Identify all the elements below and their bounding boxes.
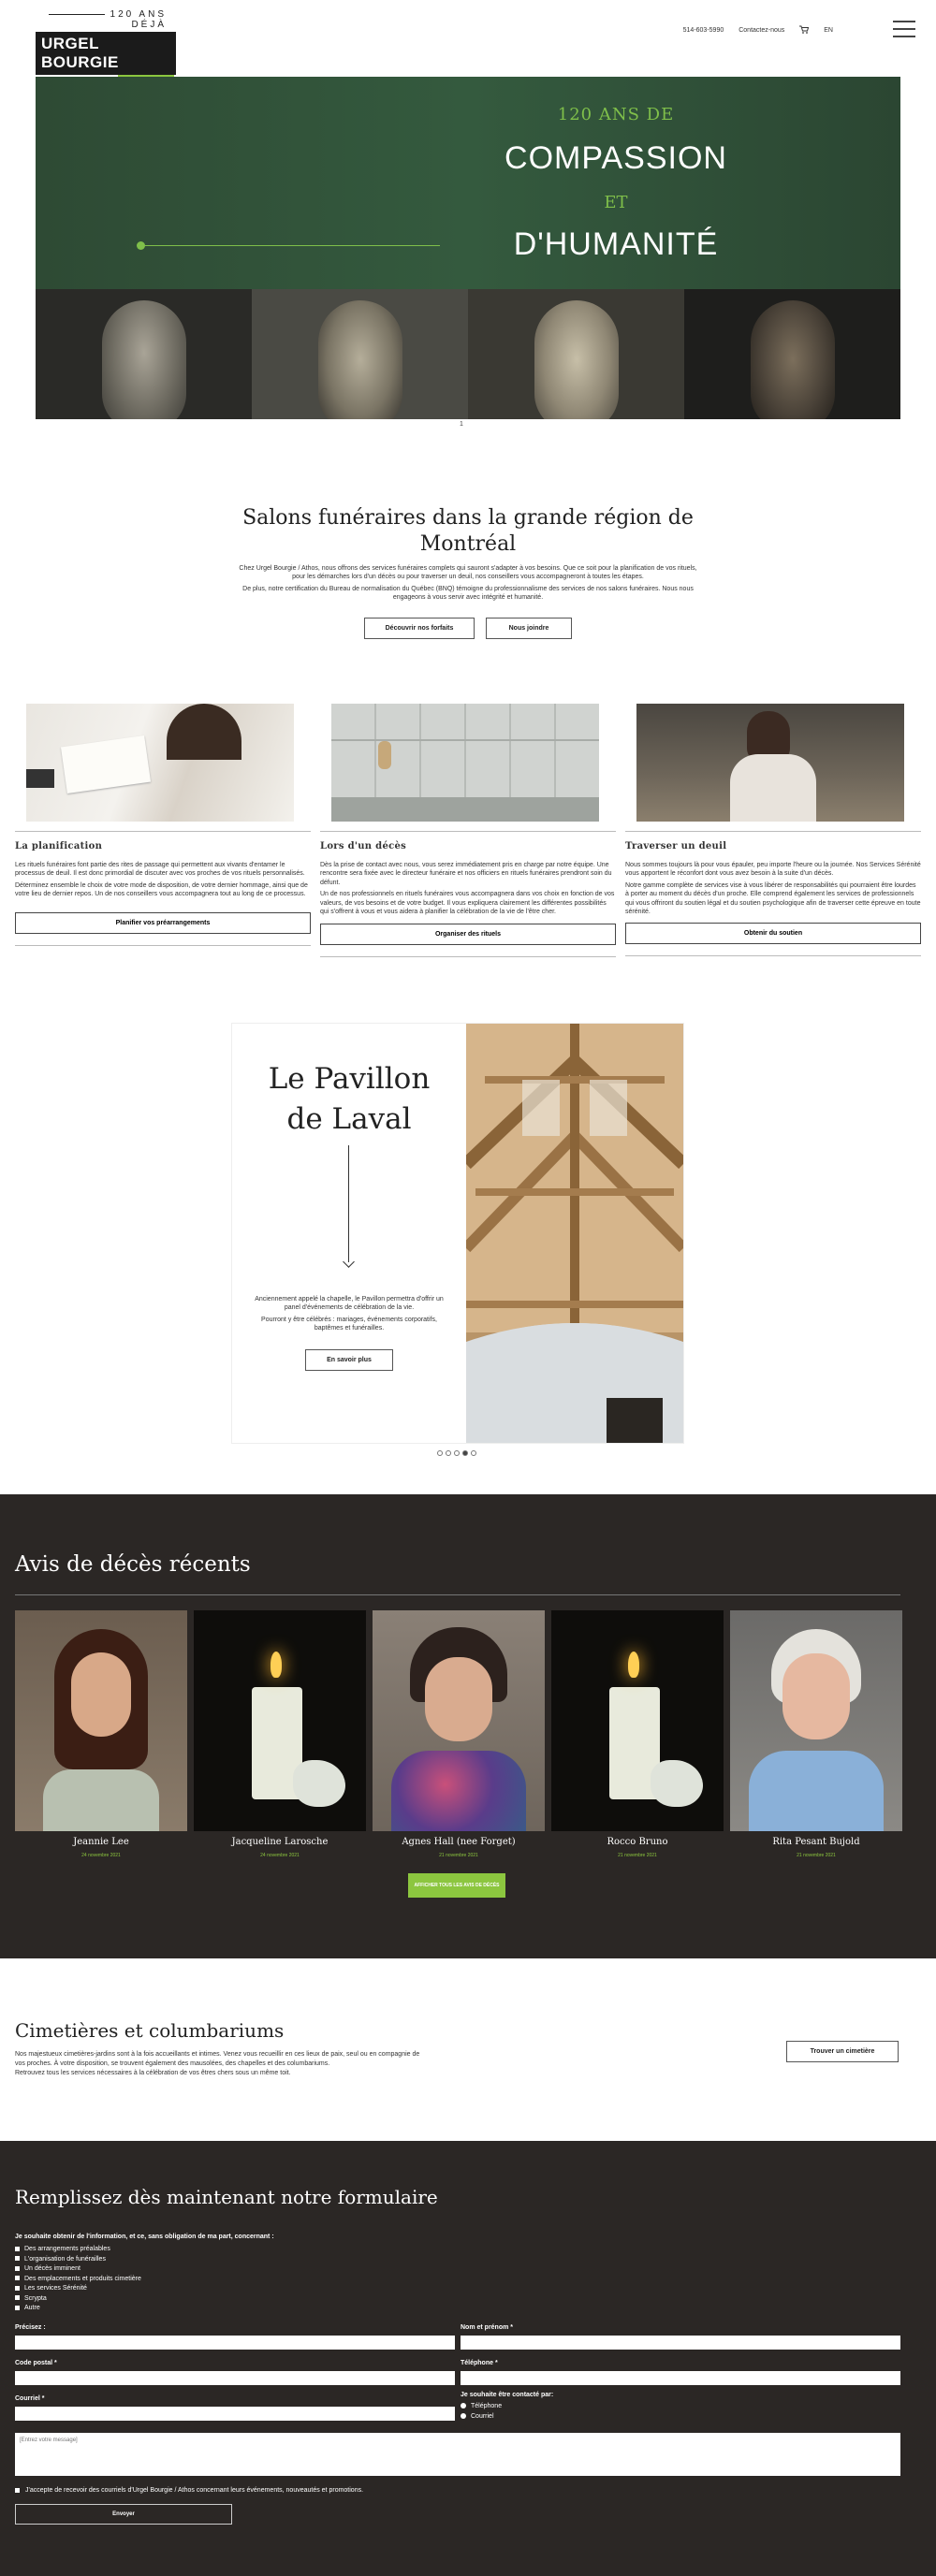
organize-rituals-button[interactable]: Organiser des rituels: [320, 924, 616, 945]
phone-input[interactable]: [461, 2371, 900, 2385]
contact-form-section: [0, 2141, 936, 2576]
carousel-dot-1[interactable]: [437, 1450, 443, 1456]
obituary-name: Rita Pesant Bujold: [772, 1837, 860, 1847]
obituaries-section: [0, 1494, 936, 1958]
pavillon-title-line-1: Le Pavillon: [268, 1062, 431, 1096]
service-death: [320, 704, 616, 957]
hero-line-4: D'HUMANITÉ: [513, 226, 719, 262]
salons-paragraph-1: Chez Urgel Bourgie / Athos, nous offrons des services funéraires complets qui sauront s'adapter à vos besoins. Que ce soit pour la planification de vos rituels, pour les démarches lors d'un décès ou pour traverser un deuil, nos conseillers vous accompagneront à toutes les étapes.: [239, 565, 697, 581]
radio-email[interactable]: Courriel: [461, 2413, 494, 2420]
death-paragraph-1: Dès la prise de contact avec nous, vous serez immédiatement pris en charge par notre équipe. Une rencontre sera fixée avec le directeur funéraire et nos officiers en rituels funéraires prendront soin du défunt.: [320, 862, 612, 886]
obituary-date: 21 novembre 2021: [618, 1853, 657, 1858]
form-intro: Je souhaite obtenir de l'information, et ce, sans obligation de ma part, concernant :: [15, 2234, 274, 2240]
planning-title: La planification: [15, 841, 103, 851]
form-title: Remplissez dès maintenant notre formulaire: [15, 2186, 438, 2208]
top-nav: [683, 25, 833, 36]
checkbox-scrypta[interactable]: Scrypta: [15, 2294, 141, 2305]
show-all-obituaries-button[interactable]: AFFICHER TOUS LES AVIS DE DÉCÈS: [408, 1873, 505, 1898]
carousel-dot-2[interactable]: [446, 1450, 451, 1456]
language-toggle[interactable]: EN: [824, 27, 833, 34]
email-label: Courriel *: [15, 2395, 45, 2402]
postal-code-label: Code postal *: [15, 2360, 57, 2366]
services-columns: [15, 704, 921, 957]
contact-us-button[interactable]: Nous joindre: [486, 618, 572, 639]
hero-slide-indicator[interactable]: 1: [460, 421, 463, 428]
obituary-photo: [15, 1610, 187, 1831]
obituary-date: 21 novembre 2021: [439, 1853, 478, 1858]
hero-background: [36, 77, 900, 289]
precisez-label: Précisez :: [15, 2324, 46, 2331]
death-paragraph-2: Un de nos professionnels en rituels funéraires vous accompagnera dans vos choix en fonction de vos valeurs, de vos besoins et de votre budget. Il vous expliquera clairement les différentes possibilités qui s'offrent à vous et vous aidera à planifier la célébration de la vie de l'être cher.: [320, 891, 615, 916]
salons-paragraph-2: De plus, notre certification du Bureau de normalisation du Québec (BNQ) témoigne du professionnalisme des services de nos salons funéraires. Nous nous engageons à vous servir avec intégrité et humanité.: [242, 585, 694, 602]
pavillon-feature: [232, 1024, 683, 1443]
message-textarea[interactable]: [15, 2433, 900, 2476]
pavillon-carousel-dots: [437, 1450, 476, 1456]
death-title: Lors d'un décès: [320, 841, 407, 851]
down-arrow-icon: [348, 1145, 349, 1262]
grief-title: Traverser un deuil: [625, 841, 727, 851]
obituary-card[interactable]: [730, 1610, 902, 1858]
pavillon-title: [232, 1059, 466, 1141]
obituaries-title: Avis de décès récents: [15, 1552, 251, 1577]
precisez-input[interactable]: [15, 2336, 455, 2350]
pavillon-title-line-2: de Laval: [286, 1102, 412, 1137]
cemeteries-paragraph: [15, 2050, 427, 2078]
salons-title: Salons funéraires dans la grande région de Montréal: [242, 506, 694, 556]
postal-code-input[interactable]: [15, 2371, 455, 2385]
cemeteries-paragraph-2: Retrouvez tous les services nécessaires à la célébration de vos êtres chers sous un même toit.: [15, 2070, 291, 2077]
grief-paragraph-2: Notre gamme complète de services vise à vous libérer de responsabilités qui pourraient être lourdes à porter au moment du décès d'un proche. Elle comprend également les services de professionnels qui vous offriront du soutien légal et du soutien psychologique afin de traverser cette épreuve en toute sérénité.: [625, 881, 921, 916]
consent-checkbox[interactable]: J'accepte de recevoir des courriels d'Urgel Bourgie / Athos concernant leurs événements, nouveautés et promotions.: [15, 2487, 363, 2494]
planning-paragraph-2: Déterminez ensemble le choix de votre mode de disposition, de votre dernier hommage, ainsi que de votre lieu de dernier repos. Un de nos conseillers vous accompagnera tout au long de ce processus.: [15, 881, 308, 898]
hero-banner: [36, 77, 900, 419]
find-cemetery-button[interactable]: Trouver un cimetière: [786, 2041, 899, 2062]
hero-line-3: ET: [604, 193, 628, 212]
cemeteries-title: Cimetières et columbariums: [15, 2019, 285, 2042]
name-label: Nom et prénom *: [461, 2324, 514, 2331]
planning-image: [26, 704, 294, 822]
death-image: [331, 704, 599, 822]
obituary-card[interactable]: [194, 1610, 366, 1858]
name-input[interactable]: [461, 2336, 900, 2350]
site-header: [0, 0, 936, 71]
carousel-dot-5[interactable]: [471, 1450, 476, 1456]
obituary-photo: [730, 1610, 902, 1831]
portrait-woman: [468, 289, 684, 419]
service-planning: [15, 704, 311, 957]
portrait-asian-woman: [252, 289, 468, 419]
logo[interactable]: [36, 9, 176, 87]
salons-section: [234, 505, 702, 639]
checkbox-funerals[interactable]: L'organisation de funérailles: [15, 2255, 141, 2265]
obituary-date: 24 novembre 2021: [81, 1853, 121, 1858]
obituary-card[interactable]: [15, 1610, 187, 1858]
portrait-elderly-man: [36, 289, 252, 419]
obituary-name: Agnes Hall (nee Forget): [402, 1837, 516, 1847]
obituary-date: 21 novembre 2021: [797, 1853, 836, 1858]
contact-link[interactable]: Contactez-nous: [739, 27, 785, 34]
checkbox-other[interactable]: Autre: [15, 2304, 141, 2314]
obituary-photo: [373, 1610, 545, 1831]
obituary-name: Rocco Bruno: [607, 1837, 668, 1847]
obituary-name: Jeannie Lee: [73, 1837, 129, 1847]
obituary-card[interactable]: [373, 1610, 545, 1858]
cemeteries-section: [0, 1958, 936, 2141]
phone-label: Téléphone *: [461, 2360, 498, 2366]
hero-slider-line: [140, 245, 440, 246]
get-support-button[interactable]: Obtenir du soutien: [625, 923, 921, 944]
interest-checkboxes: [15, 2245, 141, 2314]
cemeteries-paragraph-1: Nos majestueux cimetières-jardins sont à la fois accueillants et intimes. Venez vous recueillir en ces lieux de paix, seul ou en compagnie de vos proches. À votre disposition, se trouvent également des mausolées, des chapelles et des columbariums.: [15, 2051, 420, 2068]
pavillon-paragraph-1: Anciennement appelé la chapelle, le Pavillon permettra d'offrir un panel d'événements de célébration de la vie.: [255, 1296, 444, 1312]
logo-tagline: 120 ANS DÉJÀ: [36, 9, 176, 30]
obituary-name: Jacqueline Larosche: [231, 1837, 329, 1847]
phone-link[interactable]: 514-603-5990: [682, 27, 724, 34]
hero-slider-dot[interactable]: [137, 241, 145, 250]
carousel-dot-4[interactable]: [462, 1450, 468, 1456]
radio-phone[interactable]: Téléphone: [461, 2403, 502, 2409]
service-grief: [625, 704, 921, 957]
checkbox-cemetery-products[interactable]: Des emplacements et produits cimetière: [15, 2275, 141, 2285]
planning-paragraph-1: Les rituels funéraires font partie des rites de passage qui permettent aux vivants d'entamer le processus de deuil. Il est donc primordial de discuter avec vos proches de vos rituels personnalisés.: [15, 862, 305, 878]
candle-photo: [194, 1610, 366, 1831]
obituary-card[interactable]: [551, 1610, 724, 1858]
candle-photo: [551, 1610, 724, 1831]
hero-portraits: [36, 289, 900, 419]
send-button[interactable]: Envoyer: [15, 2504, 232, 2525]
plan-prearrangements-button[interactable]: Planifier vos préarrangements: [15, 912, 311, 934]
hero-line-2: COMPASSION: [505, 140, 727, 176]
email-input[interactable]: [15, 2407, 455, 2421]
obituary-date: 24 novembre 2021: [260, 1853, 300, 1858]
logo-brand: URGEL BOURGIE: [36, 32, 176, 75]
learn-more-button[interactable]: En savoir plus: [305, 1349, 393, 1371]
checkbox-serenite[interactable]: Les services Sérénité: [15, 2284, 141, 2294]
pavillon-paragraph-2: Pourront y être célébrés : mariages, événements corporatifs, baptêmes et funérailles.: [261, 1316, 437, 1332]
portrait-man: [684, 289, 900, 419]
cart-icon[interactable]: [799, 25, 809, 36]
contact-preference-label: Je souhaite être contacté par:: [461, 2392, 554, 2398]
grief-image: [636, 704, 904, 822]
pavillon-image: [466, 1024, 683, 1443]
hero-line-1: 120 ANS DE: [557, 105, 675, 124]
down-arrow-icon-head: [343, 1256, 355, 1268]
hamburger-icon[interactable]: [893, 21, 915, 37]
grief-paragraph-1: Nous sommes toujours là pour vous épauler, peu importe l'heure ou la journée. Nos Services Sérénité vous apportent le réconfort dont vous avez besoin à la suite d'un décès.: [625, 862, 921, 878]
discover-packages-button[interactable]: Découvrir nos forfaits: [364, 618, 475, 639]
carousel-dot-3[interactable]: [454, 1450, 460, 1456]
checkbox-imminent-death[interactable]: Un décès imminent: [15, 2264, 141, 2275]
checkbox-prearrangements[interactable]: Des arrangements préalables: [15, 2245, 141, 2255]
